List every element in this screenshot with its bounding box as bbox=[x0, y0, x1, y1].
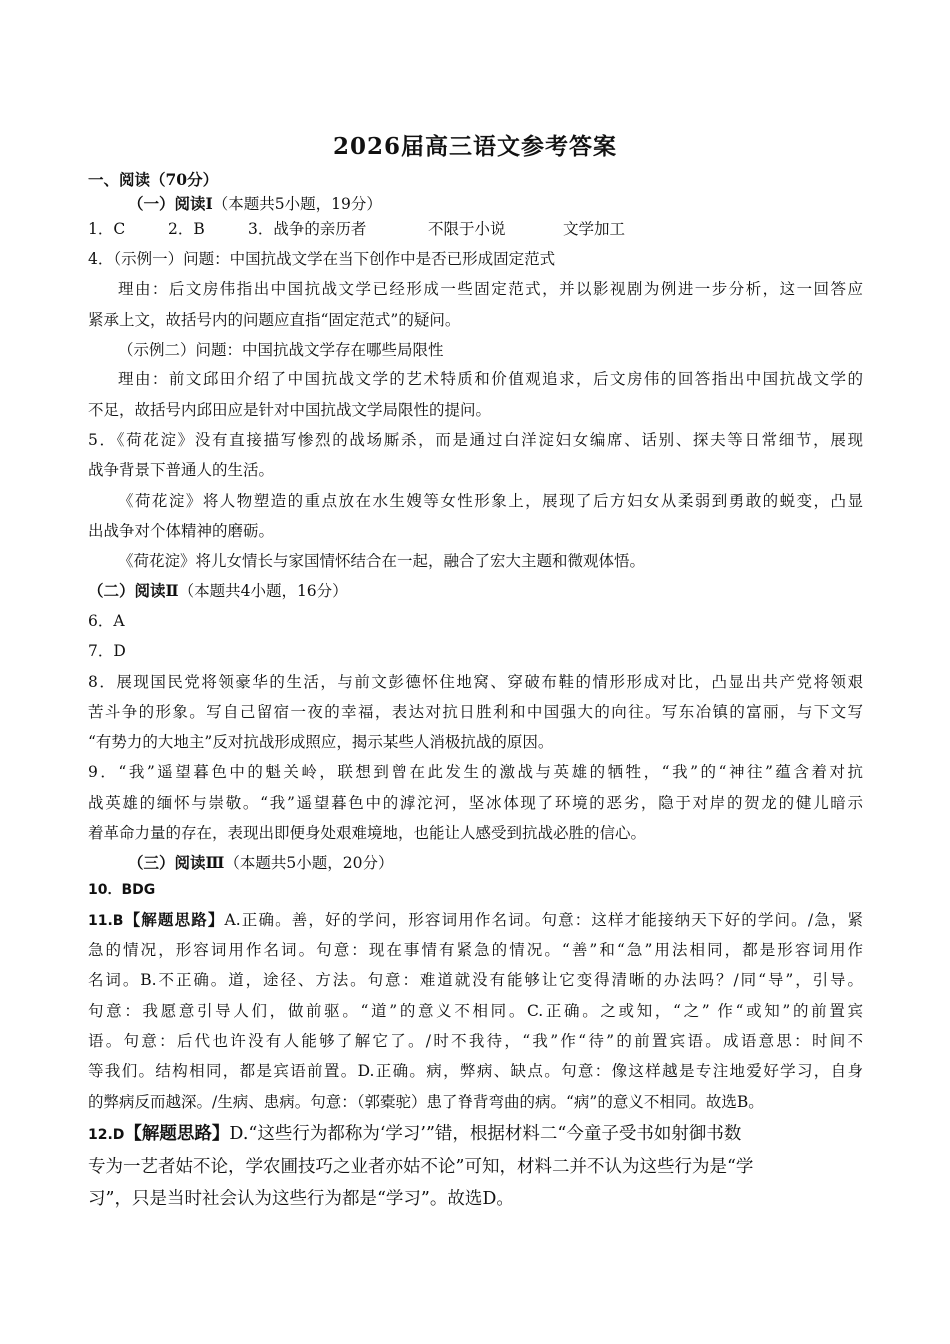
part1-heading bbox=[128, 194, 863, 214]
q12-line: 习”，只是当时社会认为这些行为都是“学习”。故选D。 bbox=[88, 1189, 514, 1209]
q4-line: 紧承上文，故括号内的问题应直指“固定范式”的疑问。 bbox=[88, 311, 461, 329]
part2-heading bbox=[88, 581, 863, 601]
q8-line: 苦斗争的形象。写自己留宿一夜的幸福，表达对抗日胜利和中国强大的向往。写东冶镇的富丽，与下文写 bbox=[88, 703, 863, 721]
q5-line: 战争背景下普通人的生活。 bbox=[88, 461, 275, 479]
part2-label: （二）阅读Ⅱ bbox=[88, 581, 179, 600]
answer-1: 1．C bbox=[88, 220, 126, 238]
part3-label: （三）阅读Ⅲ bbox=[128, 853, 225, 872]
q12-line: 专为一艺者姑不论，学农圃技巧之业者亦姑不论”可知，材料二并不认为这些行为是“学 bbox=[88, 1157, 754, 1177]
q11-line: 名词。B.不正确。道，途径、方法。句意：难道就没有能够让它变得清晰的办法吗？/同“导”，引导。 bbox=[88, 971, 863, 989]
q4-line: 不足，故括号内邱田应是针对中国抗战文学局限性的提问。 bbox=[88, 401, 492, 419]
q5-line: 《荷花淀》将人物塑造的重点放在水生嫂等女性形象上，展现了后方妇女从柔弱到勇敢的蜕变，凸显 bbox=[118, 492, 863, 510]
q8-line: “有势力的大地主”反对抗战形成照应，揭示某些人消极抗战的原因。 bbox=[88, 733, 554, 751]
q12-tag: 【解题思路】 bbox=[124, 1124, 230, 1144]
q11-line: 语。句意：后代也许没有人能够了解它了。/时不我待，“我”作“待”的前置宾语。成语意思：时间不 bbox=[88, 1032, 863, 1050]
answer-10: 10．BDG bbox=[88, 882, 156, 898]
q11-line: 的弊病反而越深。/生病、患病。句意：（郭橐驼）患了脊背弯曲的病。“病”的意义不相同。故选B。 bbox=[88, 1093, 764, 1111]
q4-line: 理由：前文邱田介绍了中国抗战文学的艺术特质和价值观追求，后文房伟的回答指出中国抗战文学的 bbox=[118, 370, 863, 388]
answer-6: 6．A bbox=[88, 612, 125, 630]
q12-number: 12.D bbox=[88, 1127, 125, 1143]
q9-line: 战英雄的缅怀与崇敬。“我”遥望暮色中的滹沱河，坚冰体现了环境的恶劣，隐于对岸的贺龙的健儿暗示 bbox=[88, 794, 863, 812]
q12-line bbox=[88, 1122, 863, 1147]
q11-tag: 【解题思路】 bbox=[123, 910, 225, 929]
q5-line: 5．《荷花淀》没有直接描写惨烈的战场厮杀，而是通过白洋淀妇女编席、话别、探夫等日常细节，展现 bbox=[88, 431, 863, 449]
q11-line: 急的情况，形容词用作名词。句意：现在事情有紧急的情况。“善”和“急”用法相同，都是形容词用作 bbox=[88, 941, 863, 959]
q4-line: 4．（示例一）问题：中国抗战文学在当下创作中是否已形成固定范式 bbox=[88, 250, 556, 268]
q11-line: 等我们。结构相同，都是宾语前置。D.正确。病，弊病、缺点。句意：像这样越是专注地爱好学习，自身 bbox=[88, 1062, 863, 1080]
answer-3: 3．战争的亲历者 bbox=[248, 220, 367, 238]
q4-line: 理由：后文房伟指出中国抗战文学已经形成一些固定范式，并以影视剧为例进一步分析，这一回答应 bbox=[118, 280, 863, 298]
part1-note: （本题共5小题，19分） bbox=[212, 195, 382, 213]
answer-2: 2．B bbox=[168, 220, 205, 238]
q12-text: D.“这些行为都称为‘学习’”错，根据材料二“今童子受书如射御书数 bbox=[229, 1124, 742, 1144]
q11-number: 11.B bbox=[88, 913, 124, 929]
part2-note: （本题共4小题，16分） bbox=[178, 582, 348, 600]
q5-line: 出战争对个体精神的磨砺。 bbox=[88, 522, 275, 540]
part1-label: （一）阅读Ⅰ bbox=[128, 194, 213, 213]
q5-line: 《荷花淀》将儿女情长与家国情怀结合在一起，融合了宏大主题和微观体悟。 bbox=[118, 552, 646, 570]
q11-line: 句意：我愿意引导人们，做前驱。“道”的意义不相同。C.正确。之或知，“之” 作“或知”的前置宾 bbox=[88, 1002, 863, 1020]
q8-line: 8．展现国民党将领豪华的生活，与前文彭德怀住地窝、穿破布鞋的情形形成对比，凸显出共产党将领艰 bbox=[88, 673, 863, 691]
part3-note: （本题共5小题，20分） bbox=[224, 854, 394, 872]
q9-line: 着革命力量的存在，表现出即便身处艰难境地，也能让人感受到抗战必胜的信心。 bbox=[88, 824, 647, 842]
part3-heading bbox=[128, 853, 863, 873]
section-heading: 一、阅读（70分） bbox=[88, 170, 219, 189]
answers-1-3 bbox=[88, 219, 863, 239]
q11-text: A.正确。善，好的学问，形容词用作名词。句意：这样才能接纳天下好的学问。/急，紧 bbox=[224, 911, 863, 929]
answer-7: 7．D bbox=[88, 642, 126, 660]
q11-line bbox=[88, 910, 863, 931]
answer-3b: 不限于小说 bbox=[428, 220, 506, 238]
answer-3c: 文学加工 bbox=[563, 220, 626, 238]
q4-line: （示例二）问题：中国抗战文学存在哪些局限性 bbox=[118, 341, 444, 359]
page-title: 2026届高三语文参考答案 bbox=[332, 133, 617, 160]
q9-line: 9．“我”遥望暮色中的魁关岭，联想到曾在此发生的激战与英雄的牺牲，“我”的“神往”蕴含着对抗 bbox=[88, 763, 863, 781]
